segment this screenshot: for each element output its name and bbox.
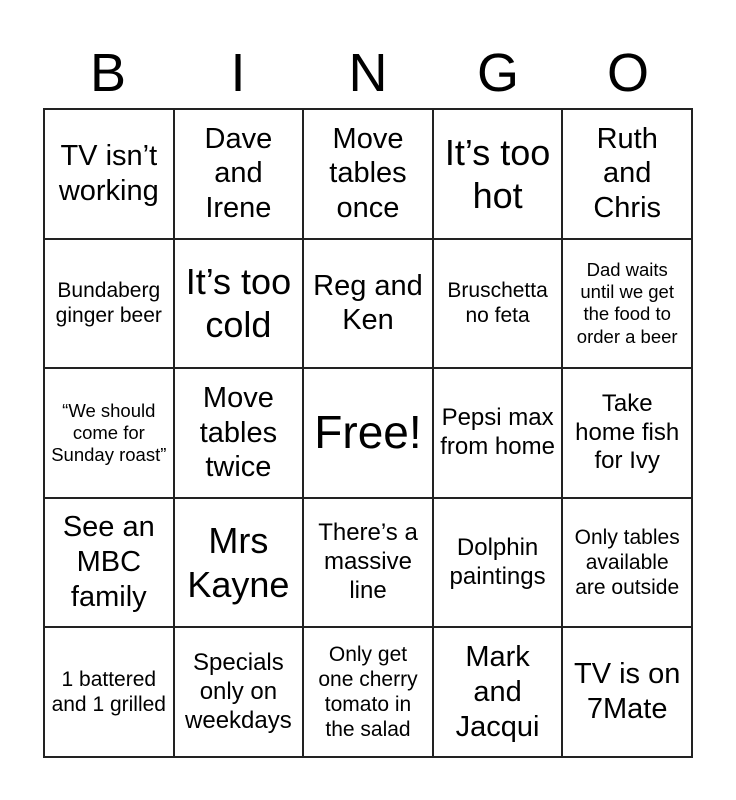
bingo-board: [43, 108, 693, 758]
bingo-cell-r5c5[interactable]: TV is on 7Mate: [562, 627, 692, 757]
bingo-cell-r1c5[interactable]: Ruth and Chris: [562, 109, 692, 239]
bingo-cell-r5c3[interactable]: Only get one cherry tomato in the salad: [303, 627, 433, 757]
bingo-cell-r1c3[interactable]: Move tables once: [303, 109, 433, 239]
bingo-cell-r4c1[interactable]: See an MBC family: [44, 498, 174, 628]
bingo-cell-r3c2[interactable]: Move tables twice: [174, 368, 304, 498]
header-letter-o: O: [606, 43, 649, 103]
bingo-cell-r2c2[interactable]: It’s too cold: [174, 239, 304, 369]
bingo-cell-r4c4[interactable]: Dolphin paintings: [433, 498, 563, 628]
header-letter-g: G: [476, 43, 519, 103]
bingo-cell-r2c1[interactable]: Bundaberg ginger beer: [44, 239, 174, 369]
bingo-cell-r1c2[interactable]: Dave and Irene: [174, 109, 304, 239]
bingo-cell-r4c2[interactable]: Mrs Kayne: [174, 498, 304, 628]
header-letter-i: I: [230, 43, 246, 103]
bingo-cell-r3c5[interactable]: Take home fish for Ivy: [562, 368, 692, 498]
free-space[interactable]: Free!: [303, 368, 433, 498]
header-letter-b: B: [89, 43, 127, 103]
bingo-cell-r2c5[interactable]: Dad waits until we get the food to order a beer: [562, 239, 692, 369]
bingo-cell-r1c4[interactable]: It’s too hot: [433, 109, 563, 239]
bingo-cell-r2c4[interactable]: Bruschetta no feta: [433, 239, 563, 369]
bingo-cell-r4c5[interactable]: Only tables available are outside: [562, 498, 692, 628]
bingo-cell-r2c3[interactable]: Reg and Ken: [303, 239, 433, 369]
header-letter-n: N: [348, 43, 388, 103]
bingo-cell-r5c4[interactable]: Mark and Jacqui: [433, 627, 563, 757]
bingo-header: [43, 38, 693, 108]
bingo-cell-r5c2[interactable]: Specials only on weekdays: [174, 627, 304, 757]
bingo-cell-r1c1[interactable]: TV isn’t working: [44, 109, 174, 239]
bingo-cell-r4c3[interactable]: There’s a massive line: [303, 498, 433, 628]
bingo-cell-r3c1[interactable]: “We should come for Sunday roast”: [44, 368, 174, 498]
bingo-cell-r3c4[interactable]: Pepsi max from home: [433, 368, 563, 498]
bingo-cell-r5c1[interactable]: 1 battered and 1 grilled: [44, 627, 174, 757]
